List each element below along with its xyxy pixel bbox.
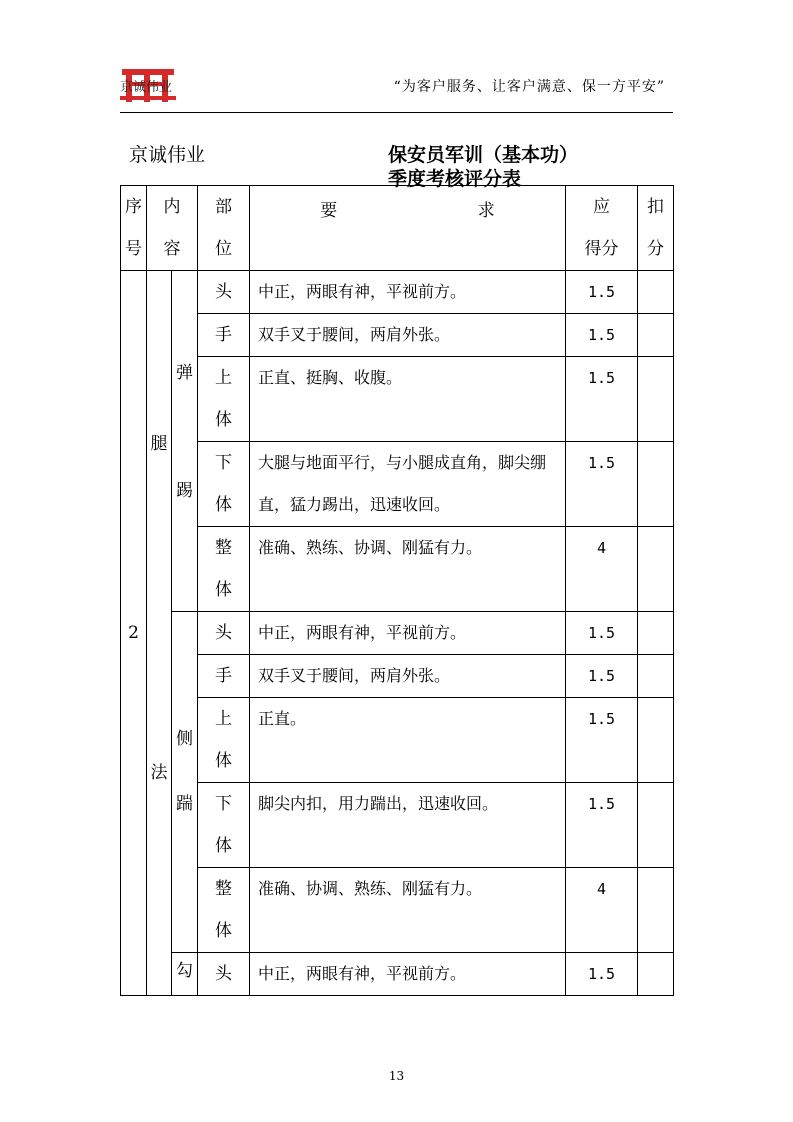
category-sidekick-1: 侧 bbox=[176, 729, 193, 749]
category-sidekick-cell bbox=[172, 612, 198, 953]
desc-cell: 中正，两眼有神，平视前方。 bbox=[250, 271, 566, 314]
category-leg-cell: 腿 bbox=[147, 271, 172, 612]
part-cell bbox=[198, 698, 250, 783]
part-cell bbox=[198, 783, 250, 868]
category-method-text: 法 bbox=[150, 762, 168, 783]
header-score-2: 得分 bbox=[584, 239, 619, 259]
table-row bbox=[121, 442, 674, 527]
part-text-2: 体 bbox=[215, 410, 232, 430]
deduct-cell[interactable] bbox=[638, 442, 674, 527]
score-cell: 1.5 bbox=[566, 698, 638, 783]
part-text-1: 上 bbox=[215, 368, 232, 388]
header-content bbox=[147, 186, 198, 271]
header-req-left: 要 bbox=[320, 201, 338, 221]
score-cell: 1.5 bbox=[566, 612, 638, 655]
header-part-2: 位 bbox=[215, 239, 232, 259]
deduct-cell[interactable] bbox=[638, 314, 674, 357]
part-cell: 头 bbox=[198, 612, 250, 655]
part-cell bbox=[198, 357, 250, 442]
part-text-1: 整 bbox=[215, 879, 232, 899]
doc-title-line2: 季度考核评分表 bbox=[388, 168, 522, 190]
table-row bbox=[121, 655, 674, 698]
header-deduct-1: 扣 bbox=[647, 197, 664, 217]
score-cell: 1.5 bbox=[566, 655, 638, 698]
header-part bbox=[198, 186, 250, 271]
part-cell: 头 bbox=[198, 953, 250, 996]
score-cell: 1.5 bbox=[566, 783, 638, 868]
desc-cell: 脚尖内扣，用力踹出，迅速收回。 bbox=[250, 783, 566, 868]
header-deduct bbox=[638, 186, 674, 271]
score-cell: 1.5 bbox=[566, 442, 638, 527]
header-score-1: 应 bbox=[593, 197, 610, 217]
score-cell: 1.5 bbox=[566, 314, 638, 357]
part-cell bbox=[198, 442, 250, 527]
part-cell: 头 bbox=[198, 271, 250, 314]
part-cell bbox=[198, 527, 250, 612]
header-requirement bbox=[250, 186, 566, 271]
deduct-cell[interactable] bbox=[638, 953, 674, 996]
desc-cell: 正直、挺胸、收腹。 bbox=[250, 357, 566, 442]
logo-text: 京诚伟业 bbox=[120, 80, 173, 95]
score-cell: 4 bbox=[566, 868, 638, 953]
score-table bbox=[120, 185, 674, 996]
header-seq bbox=[121, 186, 147, 271]
deduct-cell[interactable] bbox=[638, 868, 674, 953]
table-row bbox=[121, 314, 674, 357]
deduct-cell[interactable] bbox=[638, 655, 674, 698]
part-text-1: 上 bbox=[215, 709, 232, 729]
desc-cell: 双手叉于腰间，两肩外张。 bbox=[250, 655, 566, 698]
desc-cell: 中正，两眼有神，平视前方。 bbox=[250, 612, 566, 655]
header-seq-2: 号 bbox=[125, 239, 142, 259]
table-row bbox=[121, 527, 674, 612]
company-name: 京诚伟业 bbox=[129, 144, 206, 166]
header-slogan: “为客户服务、让客户满意、保一方平安” bbox=[393, 79, 665, 95]
table-row bbox=[121, 612, 674, 655]
category-hook-cell: 勾 bbox=[172, 953, 198, 996]
header-seq-1: 序 bbox=[125, 197, 142, 217]
score-cell: 1.5 bbox=[566, 271, 638, 314]
desc-cell: 准确、协调、熟练、刚猛有力。 bbox=[250, 868, 566, 953]
header-score bbox=[566, 186, 638, 271]
table-row bbox=[121, 783, 674, 868]
table-row bbox=[121, 953, 674, 996]
part-text-1: 下 bbox=[215, 794, 232, 814]
header-req-right: 求 bbox=[477, 201, 495, 221]
category-method-cell bbox=[147, 612, 172, 996]
header-rule bbox=[120, 112, 673, 113]
table-header-row bbox=[121, 186, 674, 271]
table-row bbox=[121, 271, 674, 314]
doc-title-line1: 保安员军训（基本功） bbox=[388, 144, 579, 166]
score-cell: 4 bbox=[566, 527, 638, 612]
desc-cell: 正直。 bbox=[250, 698, 566, 783]
part-cell: 手 bbox=[198, 314, 250, 357]
header-deduct-2: 分 bbox=[647, 239, 664, 259]
category-kick-2: 踢 bbox=[176, 480, 193, 501]
part-text-1: 整 bbox=[215, 538, 232, 558]
table-row bbox=[121, 357, 674, 442]
part-cell: 手 bbox=[198, 655, 250, 698]
part-cell bbox=[198, 868, 250, 953]
desc-cell: 准确、熟练、协调、刚猛有力。 bbox=[250, 527, 566, 612]
deduct-cell[interactable] bbox=[638, 783, 674, 868]
table-row bbox=[121, 868, 674, 953]
deduct-cell[interactable] bbox=[638, 271, 674, 314]
table-row bbox=[121, 698, 674, 783]
deduct-cell[interactable] bbox=[638, 698, 674, 783]
deduct-cell[interactable] bbox=[638, 357, 674, 442]
header-content-2: 容 bbox=[163, 239, 181, 259]
part-text-1: 下 bbox=[215, 453, 232, 473]
category-sidekick-2: 踹 bbox=[176, 794, 193, 814]
page-number: 13 bbox=[388, 1069, 405, 1083]
score-cell: 1.5 bbox=[566, 357, 638, 442]
seq-cell: 2 bbox=[121, 271, 147, 996]
score-cell: 1.5 bbox=[566, 953, 638, 996]
desc-cell: 双手叉于腰间，两肩外张。 bbox=[250, 314, 566, 357]
header-content-1: 内 bbox=[163, 197, 181, 217]
category-kick-1: 弹 bbox=[176, 362, 193, 383]
part-text-2: 体 bbox=[215, 751, 232, 771]
desc-cell: 中正，两眼有神，平视前方。 bbox=[250, 953, 566, 996]
deduct-cell[interactable] bbox=[638, 612, 674, 655]
part-text-2: 体 bbox=[215, 580, 232, 600]
header-part-1: 部 bbox=[215, 197, 232, 217]
part-text-2: 体 bbox=[215, 921, 232, 941]
category-kick-cell bbox=[172, 271, 198, 612]
part-text-2: 体 bbox=[215, 495, 232, 515]
deduct-cell[interactable] bbox=[638, 527, 674, 612]
part-text-2: 体 bbox=[215, 836, 232, 856]
desc-cell: 大腿与地面平行，与小腿成直角，脚尖绷直，猛力踢出，迅速收回。 bbox=[250, 442, 566, 527]
